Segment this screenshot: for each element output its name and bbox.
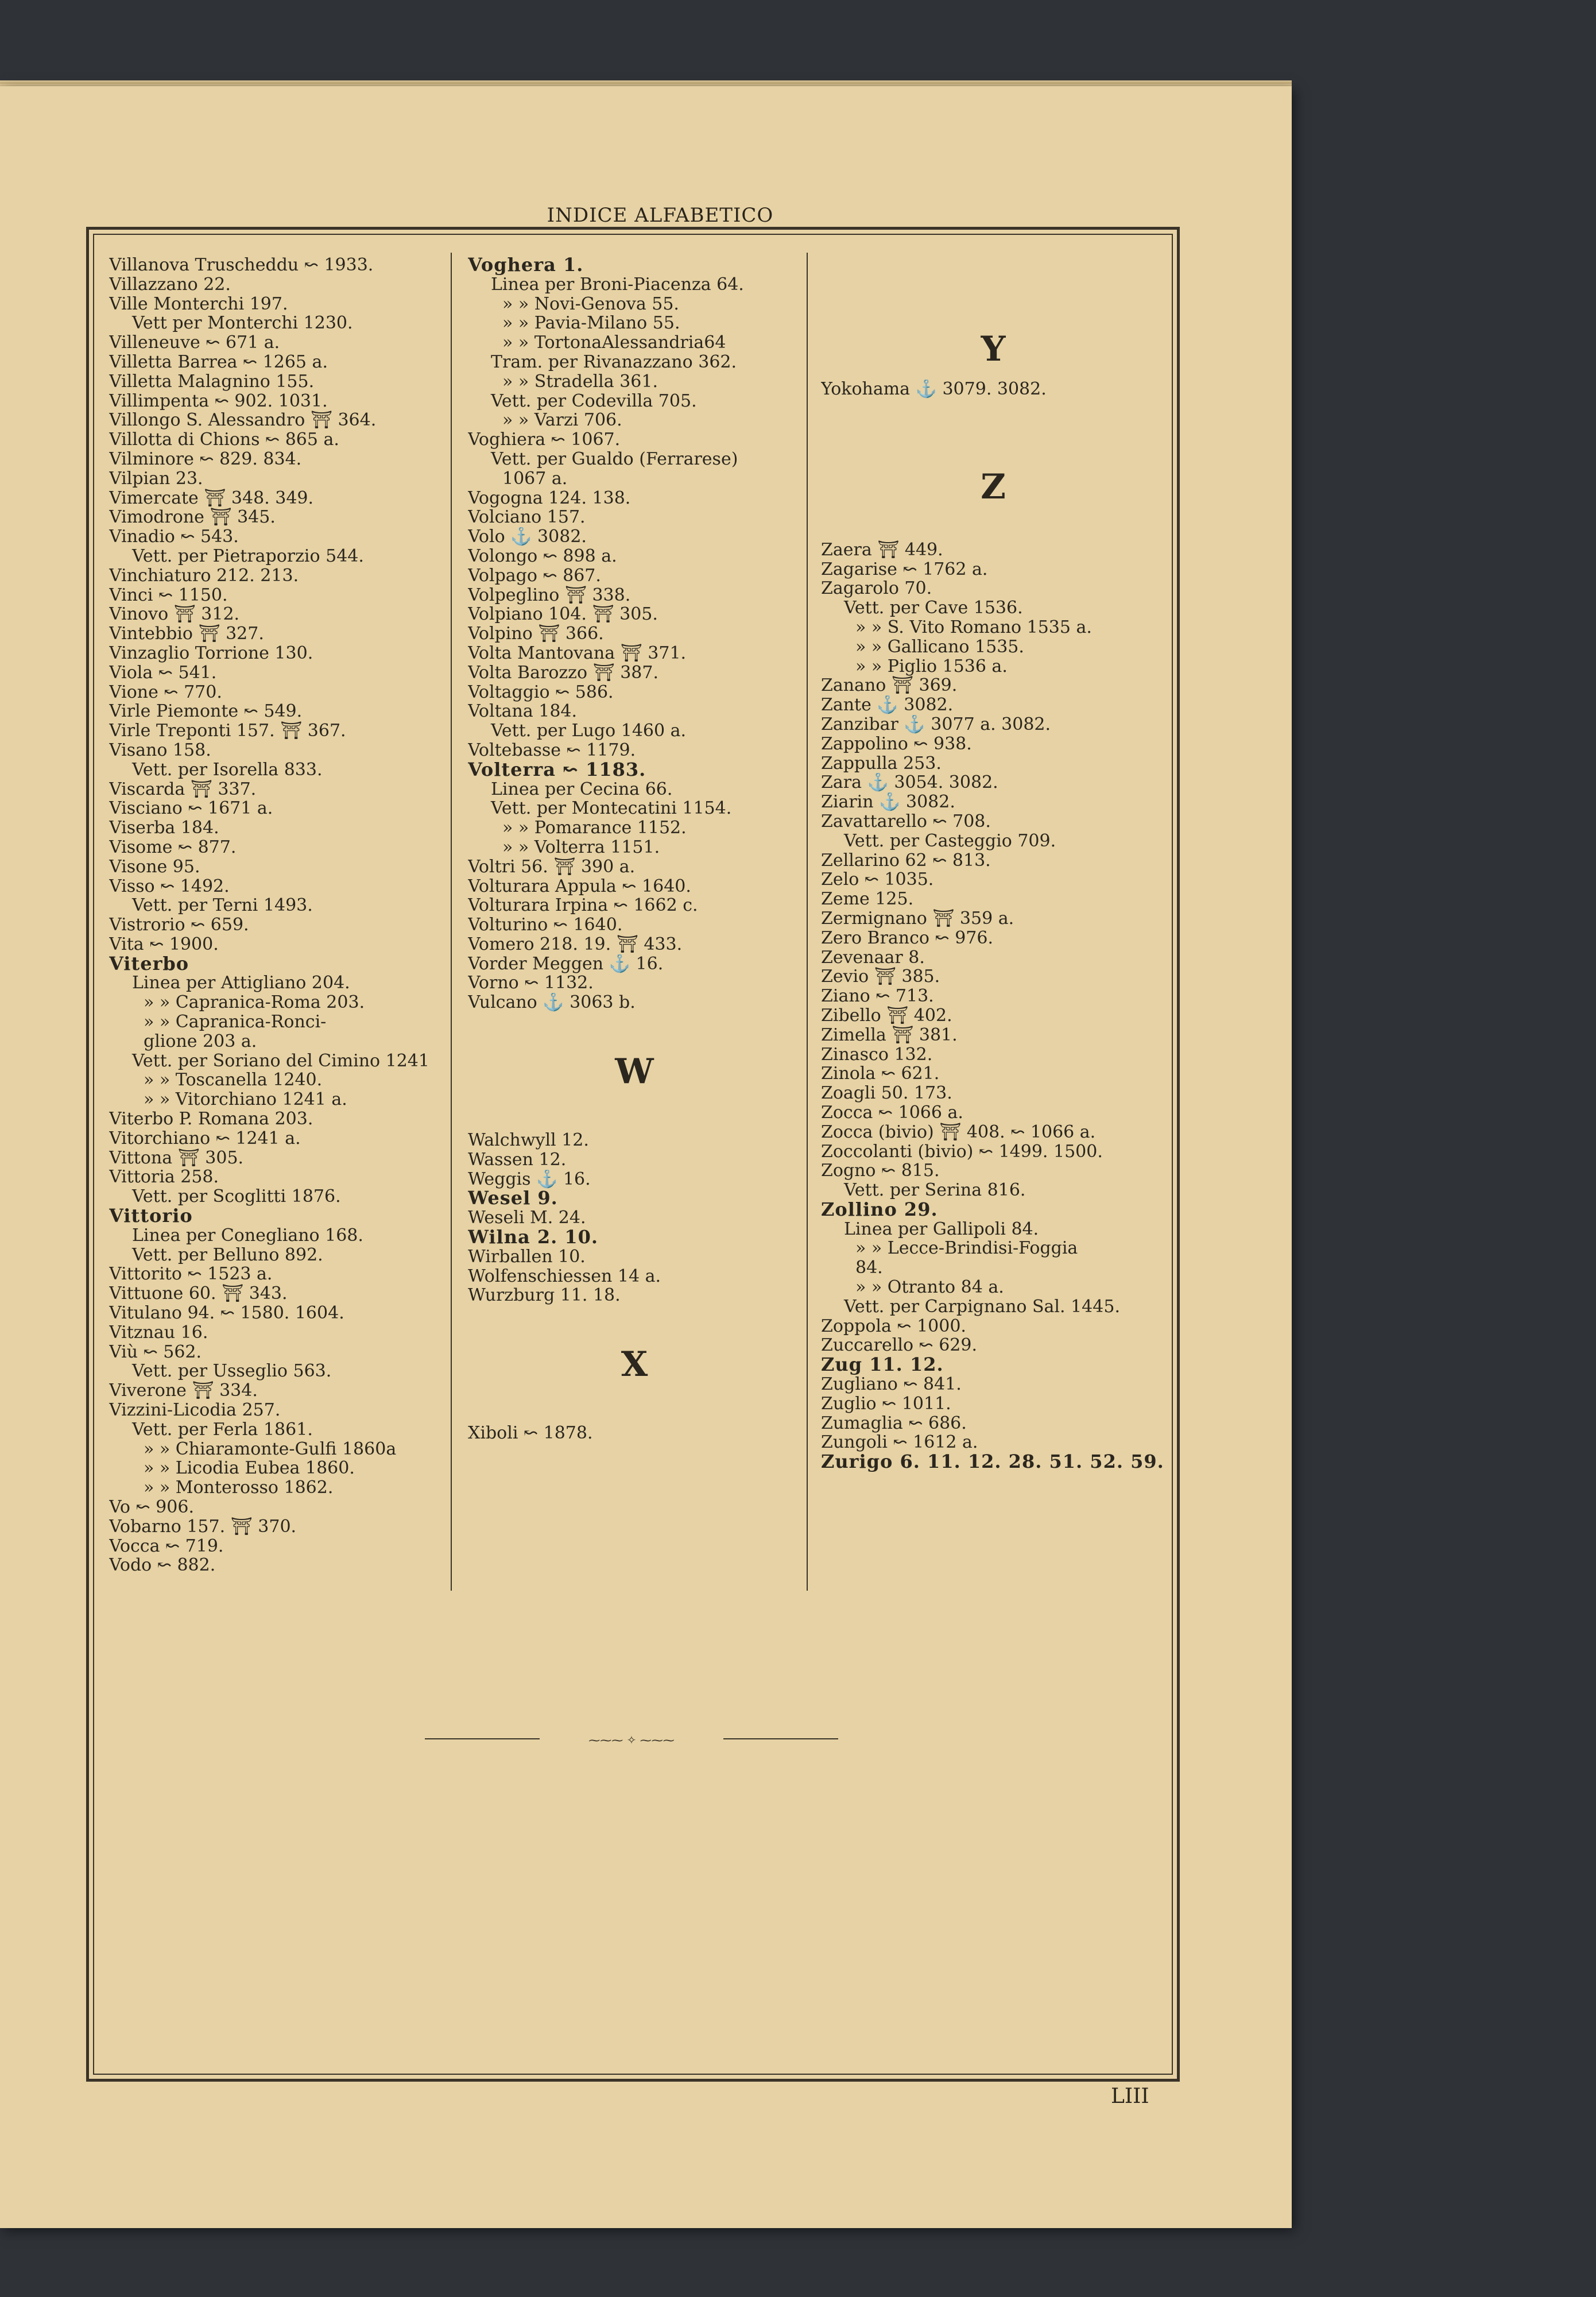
index-entry: Volturara Irpina ↜ 1662 c.: [468, 896, 698, 916]
index-entry: Viscarda ⛩ 337.: [109, 779, 257, 799]
index-entry: Vinadio ↜ 543.: [109, 527, 239, 547]
index-entry: Vett. per Soriano del Cimino 1241: [132, 1051, 429, 1071]
index-entry: Vittoria 258.: [109, 1167, 219, 1188]
ornamental-rule: ⁓⁓⁓ ✧ ⁓⁓⁓: [425, 1733, 838, 1745]
index-entry: Vittuone 60. ⛩ 343.: [109, 1284, 288, 1304]
index-entry: Wurzburg 11. 18.: [468, 1286, 621, 1306]
index-entry: Visone 95.: [109, 857, 200, 877]
page-header-title: INDICE ALFABETICO: [547, 204, 774, 227]
index-entry: Zungoli ↜ 1612 a.: [821, 1433, 978, 1453]
index-entry: Virle Piemonte ↜ 549.: [109, 702, 303, 722]
index-entry: Zevenaar 8.: [821, 948, 925, 968]
index-entry: Vitulano 94. ↜ 1580. 1604.: [109, 1304, 344, 1323]
index-entry: Wolfenschiessen 14 a.: [468, 1266, 661, 1286]
section-letter-y: Y: [981, 329, 1006, 369]
index-entry: Zara ⚓ 3054. 3082.: [821, 773, 998, 793]
index-entry: Linea per Conegliano 168.: [132, 1225, 363, 1246]
index-entry: Weggis ⚓ 16.: [468, 1169, 591, 1189]
index-entry: Zuglio ↜ 1011.: [821, 1394, 951, 1414]
index-entry: Wassen 12.: [468, 1150, 567, 1170]
index-entry: Wilna 2. 10.: [468, 1228, 599, 1247]
index-entry: Villetta Malagnino 155.: [109, 372, 315, 392]
index-entry: Vett. per Carpignano Sal. 1445.: [844, 1297, 1120, 1317]
index-entry: Vittorio: [109, 1206, 193, 1226]
index-entry: Volturino ↜ 1640.: [468, 915, 623, 935]
index-entry: Zeme 125.: [821, 890, 914, 909]
index-entry: Vizzini-Licodia 257.: [109, 1401, 281, 1420]
index-entry: Vobarno 157. ⛩ 370.: [109, 1517, 297, 1537]
index-entry: Zelo ↜ 1035.: [821, 870, 934, 890]
index-entry: Zumaglia ↜ 686.: [821, 1413, 967, 1433]
page-number: LIII: [1111, 2085, 1149, 2108]
index-entry: Volciano 157.: [468, 508, 586, 528]
index-entry: » » Otranto 84 a.: [855, 1278, 1004, 1297]
index-entry: 84.: [855, 1258, 883, 1278]
index-entry: Viverone ⛩ 334.: [109, 1381, 258, 1401]
index-entry: Zuccarello ↜ 629.: [821, 1336, 978, 1356]
index-entry: » » Volterra 1151.: [502, 837, 660, 857]
index-entry: Voghera 1.: [468, 256, 584, 275]
index-entry: Volturara Appula ↜ 1640.: [468, 876, 691, 896]
index-entry: Villazzano 22.: [109, 274, 231, 295]
index-entry: Zellarino 62 ↜ 813.: [821, 850, 991, 871]
index-entry: Zaera ⛩ 449.: [821, 540, 943, 560]
column-divider-right: [807, 253, 808, 1591]
index-entry: Vintebbio ⛩ 327.: [109, 624, 264, 644]
index-entry: Vett. per Scoglitti 1876.: [132, 1187, 341, 1207]
index-entry: Zappolino ↜ 938.: [821, 734, 972, 754]
index-entry: » » Novi-Genova 55.: [502, 294, 679, 314]
index-entry: Vett. per Casteggio 709.: [844, 831, 1056, 851]
index-entry: Virle Treponti 157. ⛩ 367.: [109, 721, 346, 741]
index-entry: Vistrorio ↜ 659.: [109, 915, 249, 935]
index-entry: Ville Monterchi 197.: [109, 294, 288, 314]
index-entry: Vett. per Isorella 833.: [132, 760, 323, 780]
index-column-3: [821, 256, 1165, 1472]
column-divider-left: [451, 253, 452, 1591]
index-entry: Vorder Meggen ⚓ 16.: [468, 954, 664, 974]
index-entry: Vett. per Usseglio 563.: [132, 1362, 332, 1382]
index-entry: Volta Mantovana ⛩ 371.: [468, 643, 687, 663]
index-entry: Wirballen 10.: [468, 1247, 586, 1267]
index-entry: Visano 158.: [109, 740, 211, 760]
index-entry: » » Chiaramonte-Gulfi 1860a: [144, 1439, 397, 1459]
index-entry: » » Monterosso 1862.: [144, 1478, 334, 1498]
index-entry: Viserba 184.: [109, 818, 219, 838]
index-entry: Volterra ↜ 1183.: [468, 760, 646, 780]
index-entry: Vocca ↜ 719.: [109, 1536, 224, 1556]
index-entry: Vitorchiano ↜ 1241 a.: [109, 1128, 301, 1148]
index-entry: Vittorito ↜ 1523 a.: [109, 1264, 273, 1285]
index-entry: » » Stradella 361.: [502, 372, 658, 392]
index-entry: Zagarolo 70.: [821, 579, 932, 599]
index-entry: Vinci ↜ 1150.: [109, 585, 228, 605]
index-entry: Vett. per Cave 1536.: [844, 598, 1023, 618]
index-entry: Vett per Monterchi 1230.: [132, 314, 353, 334]
index-entry: Vilminore ↜ 829. 834.: [109, 449, 302, 469]
index-entry: Zugliano ↜ 841.: [821, 1375, 962, 1394]
index-entry: Zimella ⛩ 381.: [821, 1025, 958, 1045]
index-entry: Vett. per Pietraporzio 544.: [132, 546, 364, 566]
index-entry: Zoccolanti (bivio) ↜ 1499. 1500.: [821, 1142, 1103, 1162]
index-entry: Villimpenta ↜ 902. 1031.: [109, 391, 328, 411]
index-entry: Zibello ⛩ 402.: [821, 1006, 952, 1026]
index-entry: Xiboli ↜ 1878.: [468, 1424, 593, 1444]
index-entry: Volongo ↜ 898 a.: [468, 546, 617, 566]
index-entry: Villongo S. Alessandro ⛩ 364.: [109, 411, 377, 431]
index-entry: Vulcano ⚓ 3063 b.: [468, 993, 636, 1013]
index-entry: Viola ↜ 541.: [109, 663, 217, 683]
index-entry: Voltaggio ↜ 586.: [468, 682, 614, 702]
index-entry: Zoagli 50. 173.: [821, 1084, 952, 1103]
index-entry: Vett. per Codevilla 705.: [491, 391, 697, 411]
index-entry: Vett. per Terni 1493.: [132, 896, 313, 916]
index-entry: » » Capranica-Ronci-: [144, 1012, 327, 1032]
index-entry: Villanova Truscheddu ↜ 1933.: [109, 256, 374, 275]
index-entry: » » Varzi 706.: [502, 411, 622, 431]
index-entry: Zocca (bivio) ⛩ 408. ↜ 1066 a.: [821, 1122, 1096, 1142]
index-entry: Vett. per Montecatini 1154.: [491, 799, 732, 819]
index-entry: Vett. per Gualdo (Ferrarese): [491, 449, 738, 469]
index-entry: Visome ↜ 877.: [109, 837, 237, 857]
index-entry: Linea per Cecina 66.: [491, 779, 673, 799]
index-entry: Vilpian 23.: [109, 469, 203, 489]
index-entry: Zogno ↜ 815.: [821, 1161, 940, 1181]
index-entry: Voltri 56. ⛩ 390 a.: [468, 857, 636, 877]
index-entry: Yokohama ⚓ 3079. 3082.: [821, 380, 1047, 399]
section-letter-z: Z: [981, 466, 1006, 507]
index-entry: » » S. Vito Romano 1535 a.: [855, 617, 1092, 637]
index-column-2: [468, 256, 801, 1443]
index-entry: Vitznau 16.: [109, 1322, 208, 1343]
index-entry: Villotta di Chions ↜ 865 a.: [109, 430, 339, 450]
index-entry: Zagarise ↜ 1762 a.: [821, 559, 988, 579]
index-entry: » » Lecce-Brindisi-Foggia: [855, 1239, 1078, 1259]
index-entry: Tram. per Rivanazzano 362.: [491, 352, 737, 372]
index-entry: Vett. per Lugo 1460 a.: [491, 721, 687, 741]
index-entry: Volta Barozzo ⛩ 387.: [468, 663, 659, 683]
index-entry: Visciano ↜ 1671 a.: [109, 799, 273, 819]
index-entry: Vita ↜ 1900.: [109, 934, 219, 954]
index-entry: Vinovo ⛩ 312.: [109, 605, 240, 625]
index-entry: Walchwyll 12.: [468, 1131, 589, 1150]
index-entry: Zappulla 253.: [821, 753, 942, 774]
index-entry: » » Capranica-Roma 203.: [144, 993, 365, 1013]
index-entry: Visso ↜ 1492.: [109, 876, 230, 896]
section-letter-w: W: [615, 1051, 654, 1092]
index-entry: Voghiera ↜ 1067.: [468, 430, 621, 450]
index-entry: Volo ⚓ 3082.: [468, 527, 587, 547]
index-entry: Zurigo 6. 11. 12. 28. 51. 52. 59.: [821, 1452, 1164, 1472]
index-entry: Voltana 184.: [468, 702, 578, 722]
index-entry: Zinola ↜ 621.: [821, 1064, 940, 1084]
index-entry: Zinasco 132.: [821, 1045, 933, 1065]
index-entry: Vimodrone ⛩ 345.: [109, 508, 276, 528]
index-entry: » » TortonaAlessandria64: [502, 333, 726, 353]
index-entry: Villeneuve ↜ 671 a.: [109, 333, 280, 353]
index-entry: Zanzibar ⚓ 3077 a. 3082.: [821, 714, 1051, 734]
index-entry: Zero Branco ↜ 976.: [821, 928, 993, 948]
index-entry: Vodo ↜ 882.: [109, 1556, 216, 1576]
index-entry: » » Licodia Eubea 1860.: [144, 1459, 355, 1479]
index-entry: Vinchiaturo 212. 213.: [109, 566, 299, 586]
index-entry: Vimercate ⛩ 348. 349.: [109, 488, 314, 508]
index-entry: » » Toscanella 1240.: [144, 1070, 323, 1091]
index-entry: Villetta Barrea ↜ 1265 a.: [109, 352, 328, 372]
index-entry: Vittona ⛩ 305.: [109, 1148, 244, 1168]
section-letter-x: X: [621, 1344, 648, 1385]
index-entry: » » Vitorchiano 1241 a.: [144, 1090, 347, 1110]
index-entry: Linea per Broni-Piacenza 64.: [491, 274, 744, 295]
index-entry: Vomero 218. 19. ⛩ 433.: [468, 934, 683, 954]
index-entry: Viterbo P. Romana 203.: [109, 1109, 313, 1129]
index-entry: Voltebasse ↜ 1179.: [468, 740, 636, 760]
index-entry: Vinzaglio Torrione 130.: [109, 643, 313, 663]
index-entry: Zollino 29.: [821, 1200, 938, 1220]
index-entry: glione 203 a.: [144, 1031, 257, 1051]
index-entry: Linea per Gallipoli 84.: [844, 1219, 1039, 1239]
index-entry: Zoppola ↜ 1000.: [821, 1316, 966, 1336]
index-entry: » » Pavia-Milano 55.: [502, 314, 680, 334]
index-entry: » » Pomarance 1152.: [502, 818, 687, 838]
index-entry: Vorno ↜ 1132.: [468, 973, 594, 993]
index-entry: » » Piglio 1536 a.: [855, 656, 1008, 676]
index-entry: Ziarin ⚓ 3082.: [821, 792, 955, 812]
index-entry: Zavattarello ↜ 708.: [821, 811, 991, 832]
index-entry: Zermignano ⛩ 359 a.: [821, 908, 1014, 929]
index-entry: Vett. per Serina 816.: [844, 1181, 1026, 1200]
index-entry: 1067 a.: [502, 469, 568, 489]
index-entry: Volpino ⛩ 366.: [468, 624, 604, 644]
index-entry: Linea per Attigliano 204.: [132, 973, 350, 993]
index-entry: Zevio ⛩ 385.: [821, 967, 940, 987]
index-entry: Viterbo: [109, 954, 189, 974]
index-entry: Zanano ⛩ 369.: [821, 676, 958, 696]
index-column-1: [109, 256, 442, 1575]
index-entry: Volpiano 104. ⛩ 305.: [468, 605, 658, 625]
index-entry: Weseli M. 24.: [468, 1208, 586, 1228]
index-entry: Vett. per Belluno 892.: [132, 1245, 323, 1265]
index-entry: Vett. per Ferla 1861.: [132, 1420, 313, 1440]
index-entry: Vo ↜ 906.: [109, 1498, 194, 1517]
index-entry: Wesel 9.: [468, 1189, 558, 1209]
index-entry: Zante ⚓ 3082.: [821, 695, 954, 715]
index-entry: Ziano ↜ 713.: [821, 987, 934, 1006]
index-entry: » » Gallicano 1535.: [855, 637, 1024, 657]
index-entry: Zocca ↜ 1066 a.: [821, 1103, 963, 1123]
index-entry: Zug 11. 12.: [821, 1355, 944, 1375]
index-entry: Viù ↜ 562.: [109, 1342, 202, 1362]
index-entry: Volpeglino ⛩ 338.: [468, 585, 631, 605]
index-entry: Vogogna 124. 138.: [468, 488, 631, 508]
index-entry: Volpago ↜ 867.: [468, 566, 601, 586]
index-entry: Vione ↜ 770.: [109, 682, 222, 702]
